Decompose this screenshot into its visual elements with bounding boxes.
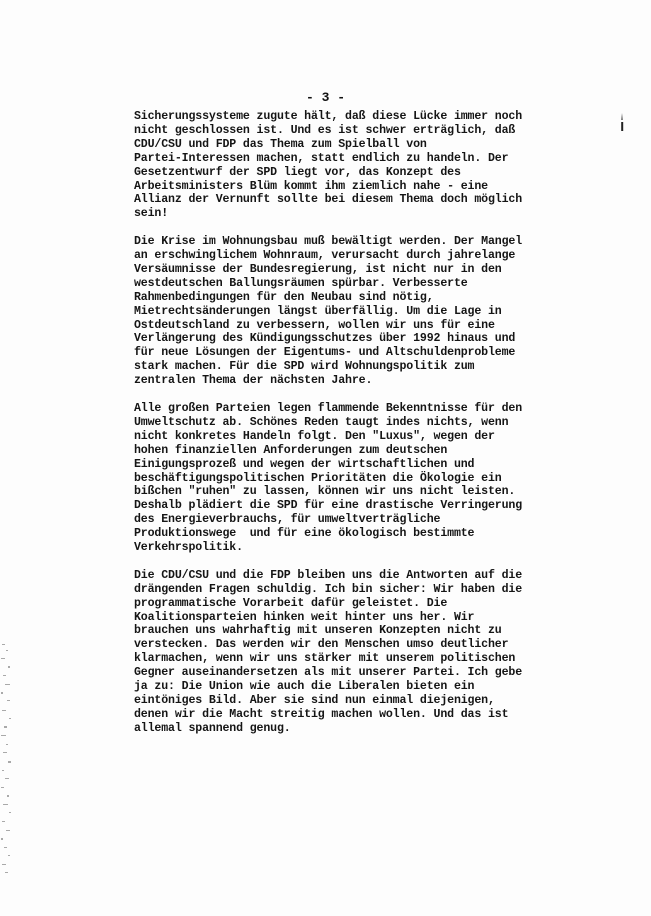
- text-line: CDU/CSU und FDP das Thema zum Spielball von: [134, 137, 427, 151]
- text-line: Koalitionsparteien hinken weit hinter uns her. Wir: [134, 610, 475, 624]
- text-line: ja zu: Die Union wie auch die Liberalen bieten ein: [134, 680, 475, 694]
- text-line: Produktionswege und für eine ökologisch bestimmte: [134, 527, 475, 541]
- text-line: zentralen Thema der nächsten Jahre.: [134, 374, 373, 388]
- text-line: Allianz der Vernunft sollte bei diesem Thema doch möglich: [134, 193, 523, 207]
- text-line: Gesetzentwurf der SPD liegt vor, das Konzept des: [134, 165, 461, 179]
- paragraph-social-security: [134, 110, 564, 221]
- text-line: Ostdeutschland zu verbessern, wollen wir uns für eine: [134, 318, 495, 332]
- text-line: Alle großen Parteien legen flammende Bekenntnisse für den: [134, 402, 523, 415]
- body-text: [134, 110, 564, 750]
- text-line: Die Krise im Wohnungsbau muß bewältigt werden. Der Mangel: [134, 235, 523, 249]
- text-line: für neue Lösungen der Eigentums- und Altschuldenprobleme: [134, 346, 516, 360]
- text-line: Umweltschutz ab. Schönes Reden taugt indes nichts, wenn: [134, 415, 509, 429]
- text-line: hohen finanziellen Anforderungen zum deutschen: [134, 443, 448, 457]
- text-line: Partei-Interessen machen, statt endlich zu handeln. Der: [134, 151, 509, 165]
- text-line: Gegner auseinandersetzen als mit unserer Partei. Ich gebe: [134, 666, 523, 680]
- text-line: drängenden Fragen schuldig. Ich bin sicher: Wir haben die: [134, 582, 523, 596]
- text-line: nicht geschlossen ist. Und es ist schwer erträglich, daß: [134, 123, 516, 137]
- text-line: Die CDU/CSU und die FDP bleiben uns die Antworten auf die: [134, 568, 523, 582]
- text-line: beschäftigungspolitischen Prioritäten die Ökologie ein: [134, 471, 502, 485]
- text-line: eintöniges Bild. Aber sie sind nun einmal diejenigen,: [134, 694, 495, 708]
- scan-edge-noise: [0, 640, 14, 880]
- text-line: nicht konkretes Handeln folgt. Den "Luxus", wegen der: [134, 429, 495, 443]
- page-number: - 3 -: [305, 90, 345, 105]
- text-line: sein!: [134, 207, 169, 221]
- text-line: denen wir die Macht streitig machen wollen. Und das ist: [134, 707, 509, 721]
- text-line: Sicherungssysteme zugute hält, daß diese Lücke immer noch: [134, 110, 523, 123]
- margin-mark: [619, 113, 625, 135]
- text-line: an erschwinglichem Wohnraum, verursacht durch jahrelange: [134, 249, 516, 263]
- text-line: verstecken. Das werden wir den Menschen umso deutlicher: [134, 638, 509, 652]
- paragraph-environment: [134, 402, 564, 555]
- paragraph-opposition: [134, 569, 564, 736]
- text-line: bißchen "ruhen" zu lassen, können wir uns nicht leisten.: [134, 485, 516, 499]
- text-line: stark machen. Für die SPD wird Wohnungspolitik zum: [134, 360, 475, 374]
- text-line: Einigungsprozeß und wegen der wirtschaftlichen und: [134, 457, 475, 471]
- text-line: Verkehrspolitik.: [134, 541, 243, 555]
- paragraph-housing: [134, 235, 564, 388]
- text-line: westdeutschen Ballungsräumen spürbar. Verbesserte: [134, 276, 468, 290]
- text-line: klarmachen, wenn wir uns stärker mit unserem politischen: [134, 652, 516, 666]
- text-line: Mietrechtsänderungen längst überfällig. Um die Lage in: [134, 304, 502, 318]
- text-line: Verlängerung des Kündigungsschutzes über 1992 hinaus und: [134, 332, 516, 346]
- text-line: allemal spannend genug.: [134, 721, 291, 735]
- text-line: brauchen uns wahrhaftig mit unseren Konzepten nicht zu: [134, 624, 502, 638]
- text-line: Arbeitsministers Blüm kommt ihm ziemlich nahe - eine: [134, 179, 488, 193]
- text-line: Deshalb plädiert die SPD für eine drastische Verringerung: [134, 499, 523, 513]
- text-line: Rahmenbedingungen für den Neubau sind nötig,: [134, 290, 434, 304]
- text-line: programmatische Vorarbeit dafür geleistet. Die: [134, 596, 448, 610]
- text-line: Versäumnisse der Bundesregierung, ist nicht nur in den: [134, 262, 502, 276]
- text-line: des Energieverbrauchs, für umweltverträgliche: [134, 513, 441, 527]
